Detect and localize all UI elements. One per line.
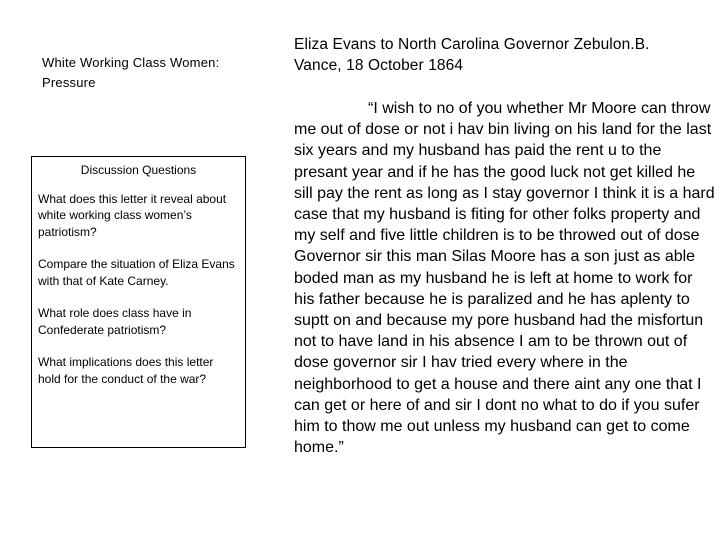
discussion-question: What does this letter it reveal about white working class women’s patriotism? <box>38 191 227 239</box>
discussion-question: What implications does this letter hold for the conduct of the war? <box>38 355 214 386</box>
discussion-question: What role does class have in Confederate patriotism? <box>38 306 192 337</box>
discussion-question: Compare the situation of Eliza Evans with that of Kate Carney. <box>38 257 235 288</box>
letter-title: Eliza Evans to North Carolina Governor Zebulon.B. Vance, 18 October 1864 <box>294 36 650 74</box>
letter-body <box>294 98 716 458</box>
discussion-questions-box <box>31 156 246 448</box>
letter-text: “I wish to no of you whether Mr Moore can throw me out of dose or not i hav bin living on his land for the last six years and my husband has paid the rent u to the presant year and if he has the good luck not get killed he sill pay the rent as long as I stay governor I think it is a hard case that my husband is fiting for other folks property and my self and five little children is to be throwed out of dose Governor sir this man Silas Moore has a son just as able boded man as my husband he is left at home to work for his father because he is paralized and he has aplenty to suptt on and because my pore husband had the misfortun not to have land in his absence I am to be thrown out of dose governor sir I hav tried every where in the neighborhood to get a house and there aint any one that I can get or here of and sir I dont no what to do if you sufer him to thow me out unless my husband can get to come home.” <box>294 100 715 457</box>
discussion-questions-heading: Discussion Questions <box>80 163 197 177</box>
slide-title: White Working Class Women: Pressure <box>42 55 220 90</box>
